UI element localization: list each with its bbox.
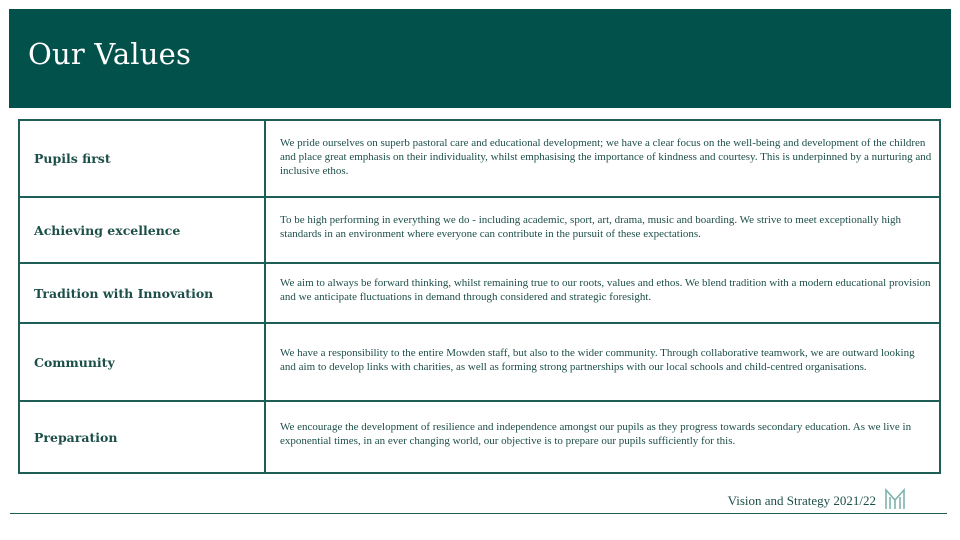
page-title: Our Values xyxy=(28,37,192,71)
value-name: Pupils first xyxy=(19,120,265,197)
value-description: We pride ourselves on superb pastoral care and educational development; we have a clear focus on the well-being and development of the children and place great emphasis on their individuality, whilst emphasising the importance of kindness and courtesy. This is underpinned by a nurturing and inclusive ethos. xyxy=(265,120,940,197)
value-description: We have a responsibility to the entire Mowden staff, but also to the wider community. Through collaborative teamwork, we are outward looking and aim to develop links with charities, as well as forming strong partnerships with our local schools and child-centred organisations. xyxy=(265,323,940,401)
value-name: Community xyxy=(19,323,265,401)
value-name: Preparation xyxy=(19,401,265,473)
value-name: Achieving excellence xyxy=(19,197,265,263)
value-description: We encourage the development of resilience and independence amongst our pupils as they progress towards secondary education. As we live in exponential times, in an ever changing world, our objective is to prepare our pupils sufficiently for this. xyxy=(265,401,940,473)
table-row xyxy=(19,120,940,197)
value-description: To be high performing in everything we do - including academic, sport, art, drama, music and boarding. We strive to meet exceptionally high standards in an environment where everyone can contribute in the pursuit of these expectations. xyxy=(265,197,940,263)
value-name: Tradition with Innovation xyxy=(19,263,265,323)
footer-divider xyxy=(10,513,947,514)
footer-text: Vision and Strategy 2021/22 xyxy=(727,493,876,508)
mowden-m-logo-icon xyxy=(884,488,906,510)
table-row xyxy=(19,401,940,473)
value-description: We aim to always be forward thinking, whilst remaining true to our roots, values and ethos. We blend tradition with a modern educational provision and we anticipate fluctuations in demand through considered and strategic foresight. xyxy=(265,263,940,323)
values-table xyxy=(18,119,941,474)
table-row xyxy=(19,263,940,323)
table-row xyxy=(19,323,940,401)
table-row xyxy=(19,197,940,263)
header-band xyxy=(9,9,951,108)
